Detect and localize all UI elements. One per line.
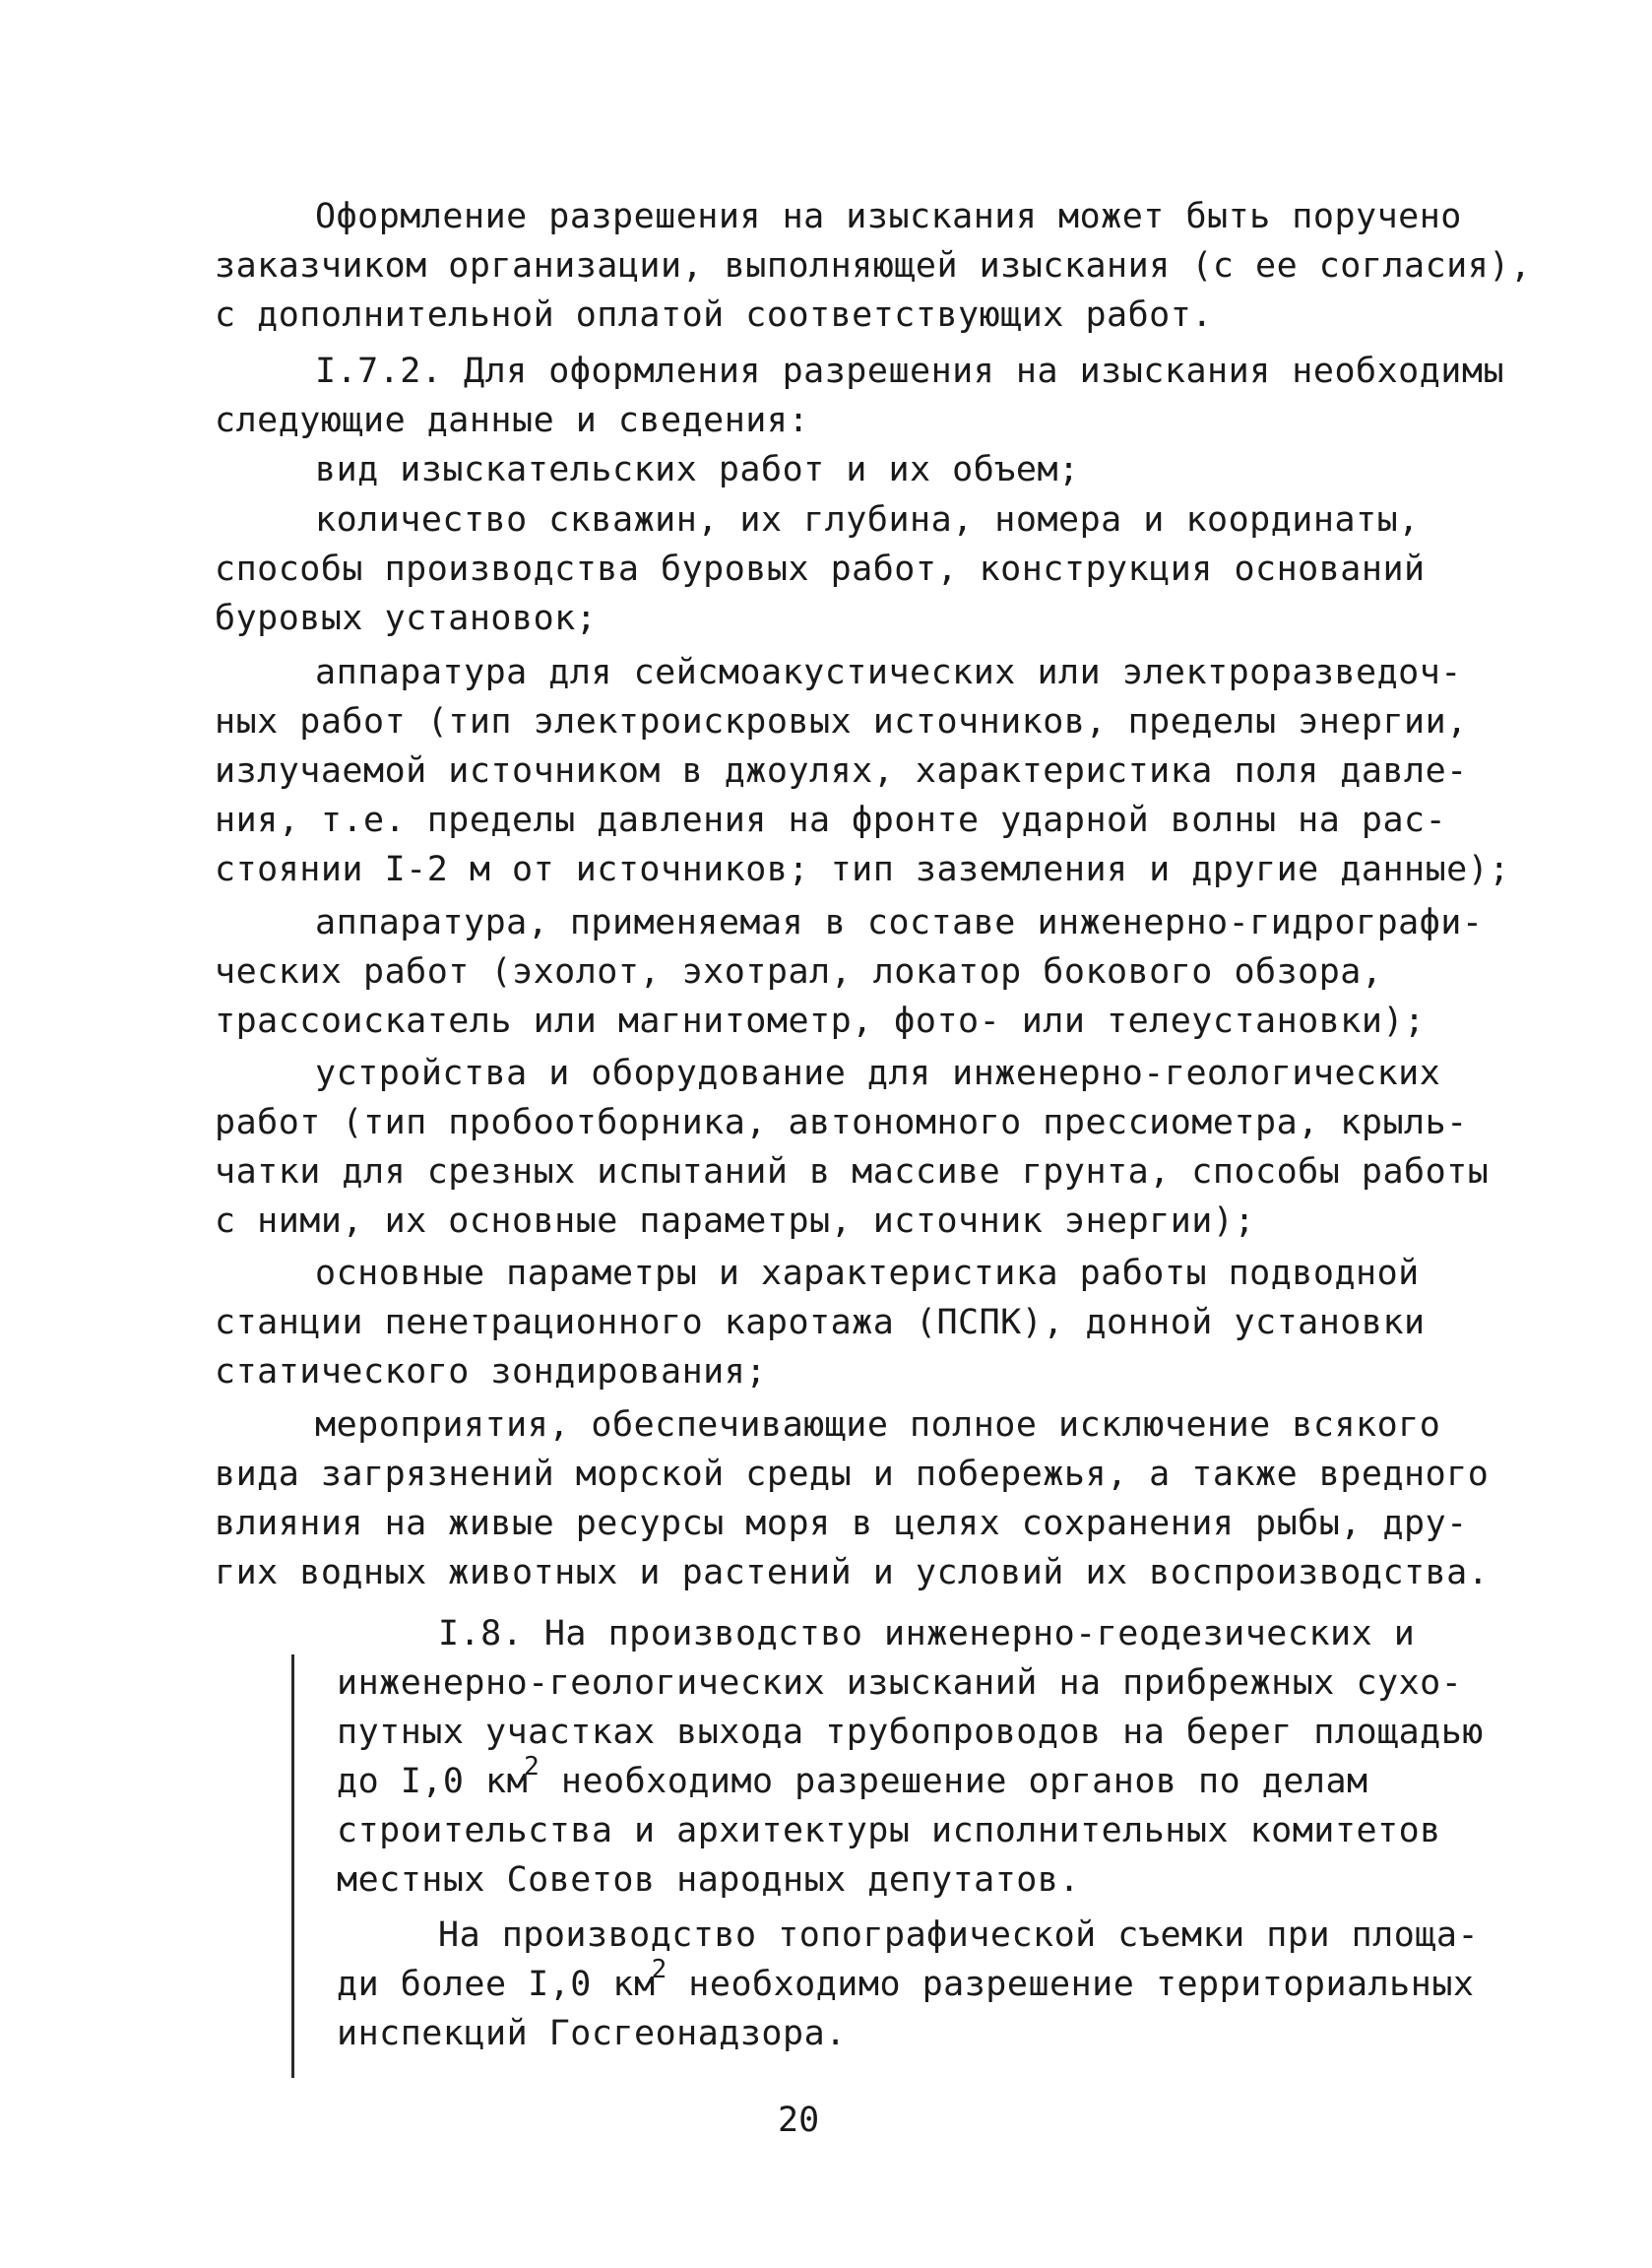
superscript: 2 bbox=[651, 1955, 667, 1984]
text-line: буровых установок; bbox=[215, 599, 598, 638]
list-item: аппаратура для сейсмоакустических или электроразведоч- bbox=[315, 653, 1462, 692]
section-1-8-heading: I.8. На производство инженерно-геодезических и bbox=[438, 1614, 1416, 1653]
text-segment: до I,0 км bbox=[337, 1762, 529, 1801]
text-line: вида загрязнений морской среды и побережья, а также вредного bbox=[215, 1455, 1490, 1494]
text-line: ческих работ (эхолот, эхотрал, локатор бокового обзора, bbox=[215, 952, 1383, 992]
list-item: основные параметры и характеристика работы подводной bbox=[315, 1254, 1420, 1293]
text-line: путных участках выхода трубопроводов на берег площадью bbox=[337, 1713, 1484, 1752]
text-line: статического зондирования; bbox=[215, 1352, 767, 1392]
text-segment: необходимо разрешение территориальных bbox=[667, 1965, 1475, 2004]
text-line: работ (тип пробоотборника, автономного прессиометра, крыль- bbox=[215, 1103, 1468, 1142]
text-line: инспекций Госгеонадзора. bbox=[337, 2014, 847, 2053]
text-line bbox=[337, 1752, 1368, 1809]
text-line: ных работ (тип электроискровых источников, пределы энергии, bbox=[215, 702, 1468, 742]
text-line: инженерно-геологических изысканий на прибрежных сухо- bbox=[337, 1663, 1463, 1703]
text-line: трассоискатель или магнитометр, фото- или телеустановки); bbox=[215, 1002, 1426, 1041]
text-line: ния, т.е. пределы давления на фронте ударной волны на рас- bbox=[215, 801, 1447, 840]
paragraph-first-line: На производство топографической съемки при площа- bbox=[438, 1915, 1480, 1955]
text-line: с дополнительной оплатой соответствующих работ. bbox=[215, 295, 1213, 335]
text-line: строительства и архитектуры исполнительных комитетов bbox=[337, 1811, 1441, 1850]
page-number: 20 bbox=[778, 2101, 820, 2140]
text-line: излучаемой источником в джоулях, характеристика поля давле- bbox=[215, 751, 1468, 791]
text-line: стоянии I-2 м от источников; тип заземления и другие данные); bbox=[215, 850, 1510, 889]
text-line: с ними, их основные параметры, источник энергии); bbox=[215, 1201, 1256, 1241]
text-line: чатки для срезных испытаний в массиве грунта, способы работы bbox=[215, 1152, 1490, 1192]
list-item: устройства и оборудование для инженерно-геологических bbox=[315, 1054, 1441, 1093]
text-line: Оформление разрешения на изыскания может быть поручено bbox=[315, 197, 1462, 236]
list-item: мероприятия, обеспечивающие полное исключение всякого bbox=[315, 1405, 1441, 1445]
text-line: станции пенетрационного каротажа (ПСПК), донной установки bbox=[215, 1303, 1426, 1342]
list-item: количество скважин, их глубина, номера и координаты, bbox=[315, 500, 1420, 540]
list-item: аппаратура, применяемая в составе инженерно-гидрографи- bbox=[315, 903, 1484, 942]
list-item: вид изыскательских работ и их объем; bbox=[315, 450, 1080, 489]
text-line: следующие данные и сведения: bbox=[215, 401, 810, 440]
text-segment: ди более I,0 км bbox=[337, 1965, 656, 2004]
text-segment: необходимо разрешение органов по делам bbox=[540, 1762, 1368, 1801]
text-line bbox=[337, 1955, 1475, 2012]
text-line: влияния на живые ресурсы моря в целях сохранения рыбы, дру- bbox=[215, 1504, 1468, 1543]
superscript: 2 bbox=[524, 1752, 540, 1782]
text-line: способы производства буровых работ, конструкция оснований bbox=[215, 550, 1426, 589]
margin-revision-bar bbox=[291, 1654, 294, 2078]
text-line: местных Советов народных депутатов. bbox=[337, 1860, 1081, 1900]
text-line: гих водных животных и растений и условий их воспроизводства. bbox=[215, 1553, 1490, 1592]
text-line: заказчиком организации, выполняющей изыскания (с ее согласия), bbox=[215, 246, 1532, 286]
section-1-7-2-heading: I.7.2. Для оформления разрешения на изыскания необходимы bbox=[315, 352, 1505, 391]
